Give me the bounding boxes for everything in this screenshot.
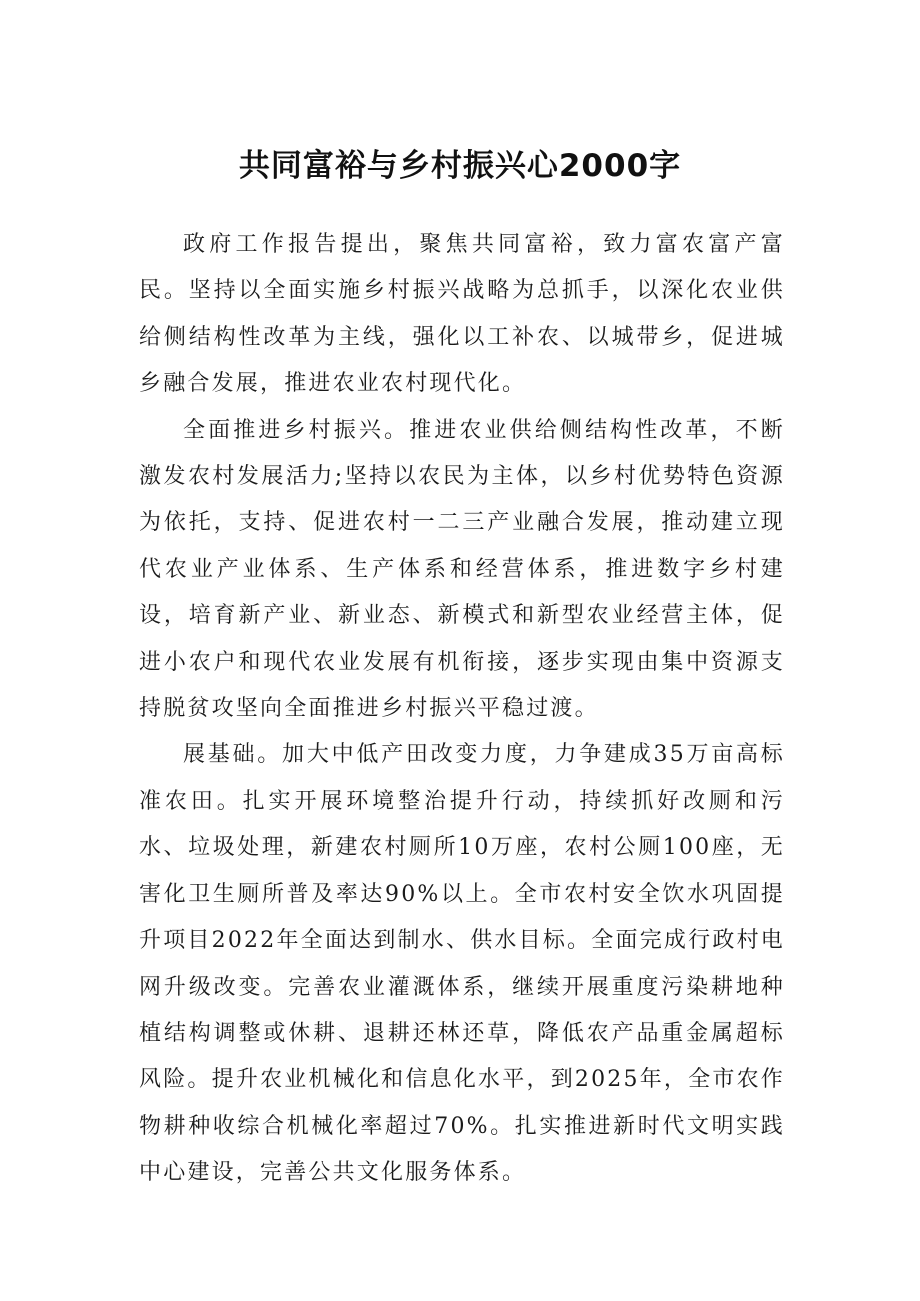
paragraph-1: 政府工作报告提出，聚焦共同富裕，致力富农富产富民。坚持以全面实施乡村振兴战略为总抓手，以深化农业供给侧结构性改革为主线，强化以工补农、以城带乡，促进城乡融合发展，推进农业农村现代化。 bbox=[139, 232, 785, 397]
document-body bbox=[139, 222, 785, 1197]
paragraph-3: 展基础。加大中低产田改变力度，力争建成35万亩高标准农田。扎实开展环境整治提升行动，持续抓好改厕和污水、垃圾处理，新建农村厕所10万座，农村公厕100座，无害化卫生厕所普及率达90%以上。全市农村安全饮水巩固提升项目2022年全面达到制水、供水目标。全面完成行政村电网升级改变。完善农业灌溉体系，继续开展重度污染耕地种植结构调整或休耕、退耕还林还草，降低农产品重金属超标风险。提升农业机械化和信息化水平，到2025年，全市农作物耕种收综合机械化率超过70%。扎实推进新时代文明实践中心建设，完善公共文化服务体系。 bbox=[139, 742, 785, 1186]
paragraph-2: 全面推进乡村振兴。推进农业供给侧结构性改革，不断激发农村发展活力;坚持以农民为主体，以乡村优势特色资源为依托，支持、促进农村一二三产业融合发展，推动建立现代农业产业体系、生产体系和经营体系，推进数字乡村建设，培育新产业、新业态、新模式和新型农业经营主体，促进小农户和现代农业发展有机衔接，逐步实现由集中资源支持脱贫攻坚向全面推进乡村振兴平稳过渡。 bbox=[139, 417, 785, 722]
document-title: 共同富裕与乡村振兴心2000字 bbox=[238, 148, 682, 184]
